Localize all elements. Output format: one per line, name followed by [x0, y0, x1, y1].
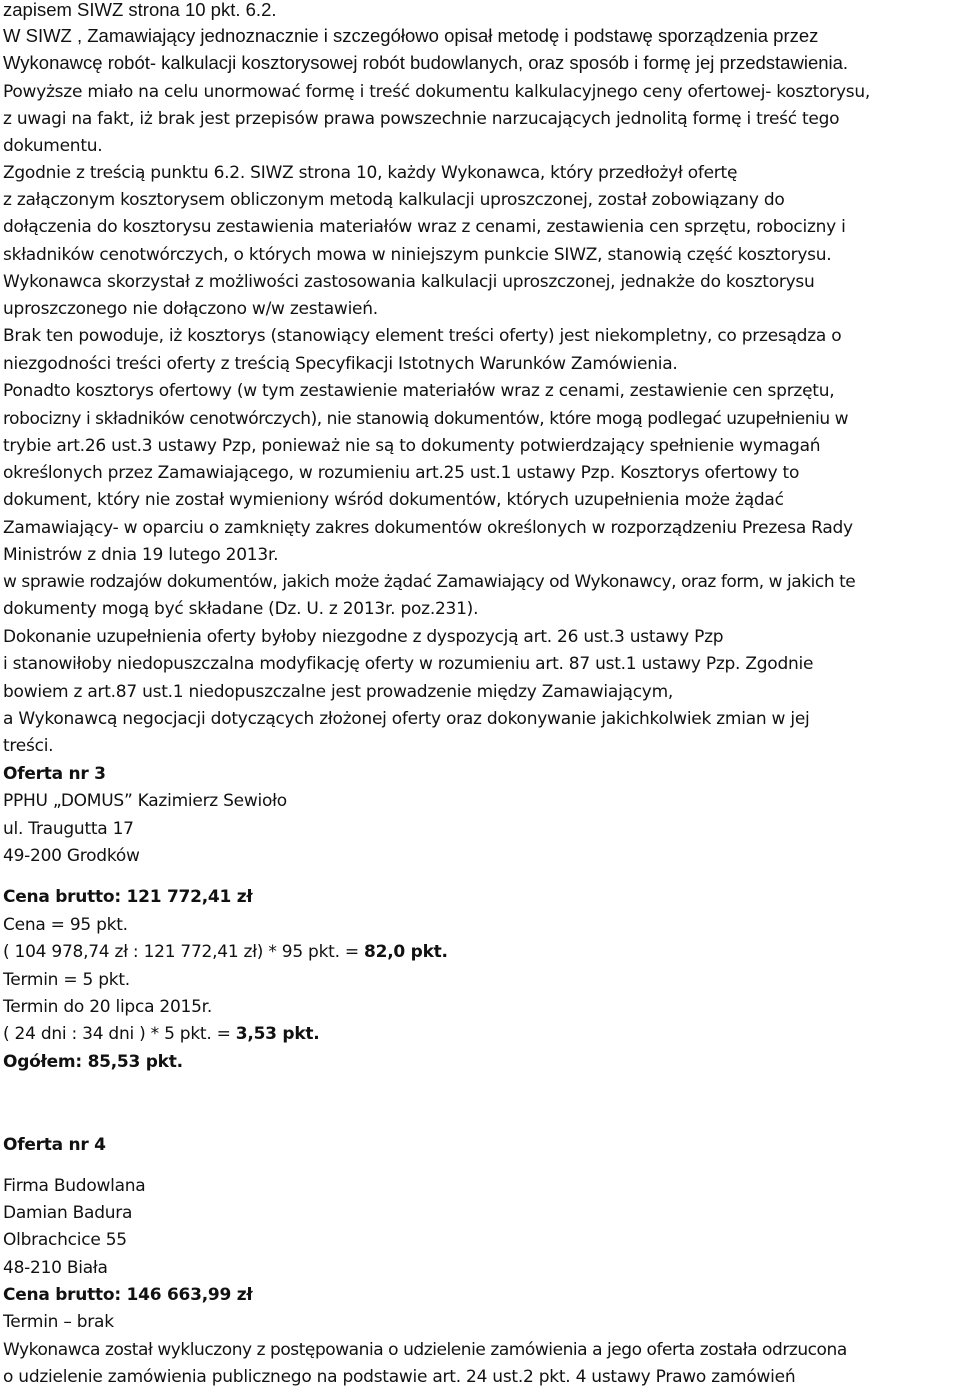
- text-line: Dokonanie uzupełnienia oferty byłoby niezgodne z dyspozycją art. 26 ust.3 ustawy Pzp: [3, 627, 724, 647]
- offer4-person: Damian Badura: [3, 1203, 133, 1223]
- offer4-exclusion-line: o udzielenie zamówienia publicznego na podstawie art. 24 ust.2 pkt. 4 ustawy Prawo zamówień: [3, 1367, 796, 1387]
- offer4-termin: Termin – brak: [3, 1312, 114, 1332]
- offer3-name: PPHU „DOMUS” Kazimierz Sewioło: [3, 791, 287, 811]
- text-line: Zgodnie z treścią punktu 6.2. SIWZ strona 10, każdy Wykonawca, który przedłożył ofertę: [3, 163, 738, 183]
- offer3-total: Ogółem: 85,53 pkt.: [3, 1052, 183, 1072]
- text-line: Ponadto kosztorys ofertowy (w tym zestawienie materiałów wraz z cenami, zestawienie cen sprzętu,: [3, 381, 835, 401]
- offer3-calc-termin: [3, 1022, 319, 1046]
- text-line: Wykonawca skorzystał z możliwości zastosowania kalkulacji uproszczonej, jednakże do kosztorysu: [3, 272, 815, 292]
- offer3-cena: Cena = 95 pkt.: [3, 915, 128, 935]
- offer3-termin-do: Termin do 20 lipca 2015r.: [3, 997, 212, 1017]
- calc-text: ( 24 dni : 34 dni ) * 5 pkt. =: [3, 1024, 236, 1044]
- text-line: a Wykonawcą negocjacji dotyczących złożonej oferty oraz dokonywanie jakichkolwiek zmian w jej: [3, 709, 810, 729]
- text-line: dołączenia do kosztorysu zestawienia materiałów wraz z cenami, zestawienia cen sprzętu, robocizny i: [3, 217, 846, 237]
- offer4-price: Cena brutto: 146 663,99 zł: [3, 1285, 253, 1305]
- text-line: dokumenty mogą być składane (Dz. U. z 2013r. poz.231).: [3, 599, 479, 619]
- text-line: z załączonym kosztorysem obliczonym metodą kalkulacji uproszczonej, został zobowiązany do: [3, 190, 785, 210]
- text-line: bowiem z art.87 ust.1 niedopuszczalne jest prowadzenie między Zamawiającym,: [3, 682, 674, 702]
- calc-text: ( 104 978,74 zł : 121 772,41 zł) * 95 pkt. =: [3, 942, 365, 962]
- text-line: zapisem SIWZ strona 10 pkt. 6.2.: [3, 0, 277, 20]
- text-line: z uwagi na fakt, iż brak jest przepisów prawa powszechnie narzucających jednolitą formę i treść tego: [3, 109, 840, 129]
- text-line: określonych przez Zamawiającego, w rozumieniu art.25 ust.1 ustawy Pzp. Kosztorys ofertowy to: [3, 463, 800, 483]
- text-line: dokumentu.: [3, 136, 103, 156]
- text-line: uproszczonego nie dołączono w/w zestawień.: [3, 299, 378, 319]
- offer4-exclusion-line: Wykonawca został wykluczony z postępowania o udzielenie zamówienia a jego oferta została odrzucona: [3, 1340, 847, 1360]
- text-line: Brak ten powoduje, iż kosztorys (stanowiący element treści oferty) jest niekompletny, co przesądza o: [3, 326, 842, 346]
- text-line: dokument, który nie został wymieniony wśród dokumentów, których uzupełnienia może żądać: [3, 490, 784, 510]
- text-line: W SIWZ , Zamawiający jednoznacznie i szczegółowo opisał metodę i podstawę sporządzenia przez: [3, 25, 819, 46]
- text-line: i stanowiłoby niedopuszczalna modyfikację oferty w rozumieniu art. 87 ust.1 ustawy Pzp. Zgodnie: [3, 654, 814, 674]
- offer3-price: Cena brutto: 121 772,41 zł: [3, 887, 253, 907]
- offer3-city: 49-200 Grodków: [3, 846, 140, 866]
- text-line: składników cenotwórczych, o których mowa w niniejszym punkcie SIWZ, stanowią część kosztorysu.: [3, 245, 832, 265]
- text-line: trybie art.26 ust.3 ustawy Pzp, ponieważ nie są to dokumenty potwierdzający spełnienie wymagań: [3, 436, 821, 456]
- calc-result: 3,53 pkt.: [235, 1024, 320, 1044]
- text-line: Wykonawcę robót- kalkulacji kosztorysowej robót budowlanych, oraz sposób i formę jej przedstawienia.: [3, 52, 849, 73]
- text-line: w sprawie rodzajów dokumentów, jakich może żądać Zamawiający od Wykonawcy, oraz form, w jakich te: [3, 572, 856, 592]
- offer3-calc-price: [3, 940, 448, 964]
- text-line: Zamawiający- w oparciu o zamknięty zakres dokumentów określonych w rozporządzeniu Prezesa Rady: [3, 518, 853, 538]
- offer3-termin: Termin = 5 pkt.: [3, 970, 130, 990]
- offer4-company: Firma Budowlana: [3, 1176, 146, 1196]
- text-line: robocizny i składników cenotwórczych), nie stanowią dokumentów, które mogą podlegać uzupełnieniu w: [3, 409, 849, 429]
- text-line: Powyższe miało na celu unormować formę i treść dokumentu kalkulacyjnego ceny ofertowej- kosztorysu,: [3, 82, 871, 102]
- offer4-city: 48-210 Biała: [3, 1258, 108, 1278]
- offer4-heading: Oferta nr 4: [3, 1135, 106, 1155]
- offer3-heading: Oferta nr 3: [3, 764, 106, 784]
- offer3-street: ul. Traugutta 17: [3, 819, 134, 839]
- text-line: Ministrów z dnia 19 lutego 2013r.: [3, 545, 279, 565]
- calc-result: 82,0 pkt.: [364, 942, 448, 962]
- offer4-street: Olbrachcice 55: [3, 1230, 127, 1250]
- text-line: treści.: [3, 736, 54, 756]
- text-line: niezgodności treści oferty z treścią Specyfikacji Istotnych Warunków Zamówienia.: [3, 354, 678, 374]
